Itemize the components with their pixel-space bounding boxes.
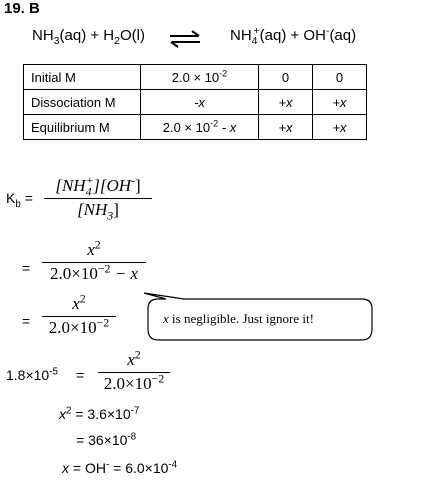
callout-text: x is negligible. Just ignore it!	[163, 311, 314, 326]
nh4-text: NH	[230, 27, 252, 44]
table-cell: $2.0 \times 10^{-2} - x$	[141, 115, 259, 140]
step3-denominator: $2.0\times 10^{-2}$	[103, 371, 165, 393]
step3-fraction	[98, 347, 170, 394]
row-label: Initial M	[24, 65, 141, 90]
step2-denominator: $2.0\times 10^{-2}$	[48, 315, 110, 337]
table-cell: +x	[313, 115, 367, 140]
step2-equals: =	[22, 313, 31, 329]
kb-denominator: $[NH_3]$	[77, 200, 119, 223]
nh3-text: NH	[32, 27, 54, 44]
step1-numerator: $x^2$	[87, 237, 101, 259]
question-number: 19. B	[4, 0, 40, 17]
product-mid: (aq) + OH	[259, 27, 326, 44]
step3-numerator: $x^2$	[127, 347, 141, 369]
row-label: Dissociation M	[24, 90, 141, 115]
kb-numerator: $[NH_4^+][OH^-]$	[55, 173, 141, 199]
kb-label: $K_b$ =	[6, 190, 33, 210]
step3-lhs: $1.8\times 10^{-5}$	[6, 366, 58, 383]
result-rewritten: = $36\times 10^{-8}$	[76, 431, 137, 448]
reactant-mid: (aq) + H	[59, 27, 115, 44]
nh4-subscript: 4	[251, 35, 258, 47]
table-cell: 0	[313, 65, 367, 90]
h2o-tail: O(l)	[119, 27, 145, 44]
result-x-squared: $x^2 = 3.6\times 10^{-7}$	[59, 405, 140, 422]
result-x-value: $x = OH^- = 6.0\times 10^{-4}$	[62, 459, 178, 476]
table-cell: +x	[259, 115, 313, 140]
nh4-charge: +	[253, 25, 260, 37]
table-cell: $2.0 \times 10^{-2}$	[141, 65, 259, 90]
step1-denominator: $2.0\times 10^{-2} - x$	[49, 261, 139, 283]
row-label: Equilibrium M	[24, 115, 141, 140]
step2-numerator: $x^2$	[72, 291, 86, 313]
table-cell: 0	[259, 65, 313, 90]
table-cell: +x	[313, 90, 367, 115]
product-tail: (aq)	[329, 27, 357, 44]
table-cell: +x	[259, 90, 313, 115]
h2o-subscript: 2	[114, 35, 120, 47]
step1-equals: =	[22, 260, 31, 276]
table-cell: -x	[141, 90, 259, 115]
nh3-subscript: 3	[53, 35, 60, 47]
step3-equals: =	[76, 367, 85, 383]
oh-charge: -	[325, 25, 330, 37]
